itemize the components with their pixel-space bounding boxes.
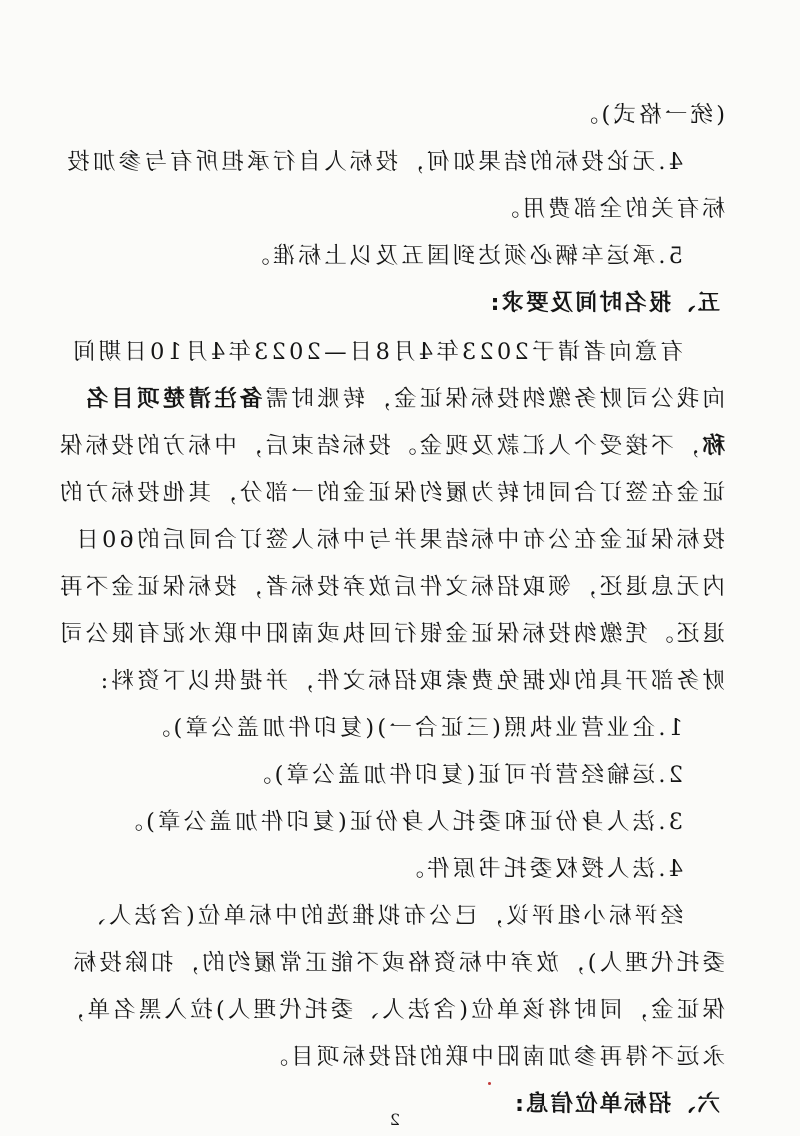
ink-speck <box>488 1082 491 1085</box>
section-heading: 五、报名时间及要求: <box>488 290 720 316</box>
text-line: (统一格式)。 <box>572 102 725 128</box>
text-line-with-emphasis <box>57 431 725 461</box>
list-item: 2.运输经营许可证(复印件加盖公章)。 <box>245 762 683 788</box>
text-segment: ，不接受个人汇款及现金。投标结束后，中标方的投标保 <box>56 433 700 459</box>
text-line: 永远不得再参加南阳中联的招投标项目。 <box>262 1044 725 1070</box>
list-item: 1.企业营业执照(三证合一)(复印件加盖公章)。 <box>144 715 683 741</box>
text-line: 证金在签订合同时转为履约保证金的一部分，其他投标方的 <box>56 480 725 506</box>
bold-segment: 备注清楚项目名 <box>82 386 263 412</box>
text-line: 内无息退还，领取招标文件后放弃投标者，投标保证金不再 <box>56 574 725 600</box>
bold-segment: 称 <box>699 433 725 459</box>
text-line: 投标保证金在公布中标结果并与中标人签订合同后的60日 <box>73 527 725 553</box>
text-line: 保证金，同时将该单位(含法人、委托代理人)拉入黑名单， <box>58 997 725 1023</box>
text-line: 退还。凭缴纳投标保证金银行回执或南阳中联水泥有限公司 <box>56 621 725 647</box>
page-number: 2 <box>389 1110 400 1129</box>
text-line: 5.承运车辆必须达到国五及以上标准。 <box>243 243 683 269</box>
list-item: 4.法人授权委托书原件。 <box>398 856 683 882</box>
list-item: 3.法人身份证和委托人身份证(复印件加盖公章)。 <box>117 809 683 835</box>
text-line: 委托代理人)，放弃中标资格或不能正常履约的，扣除投标 <box>70 950 725 976</box>
text-segment: 向我公司财务缴纳投标保证金，转账时需 <box>262 386 725 412</box>
text-line: 经评标小组评议，已公布拟推选的中标单位(含法人、 <box>79 903 683 929</box>
text-line: 有意向者请于2023年4月8日—2023年4月10日期间 <box>69 339 683 365</box>
text-line: 标有关的全部费用。 <box>493 196 725 222</box>
text-line-with-emphasis <box>82 384 725 414</box>
text-line: 4.无论投标的结果如何，投标人自行承担所有与参加投 <box>64 149 683 175</box>
section-heading: 六、招标单位信息: <box>513 1091 720 1117</box>
text-line: 财务部开具的收据免费索取招标文件，并提供以下资料: <box>97 668 725 694</box>
